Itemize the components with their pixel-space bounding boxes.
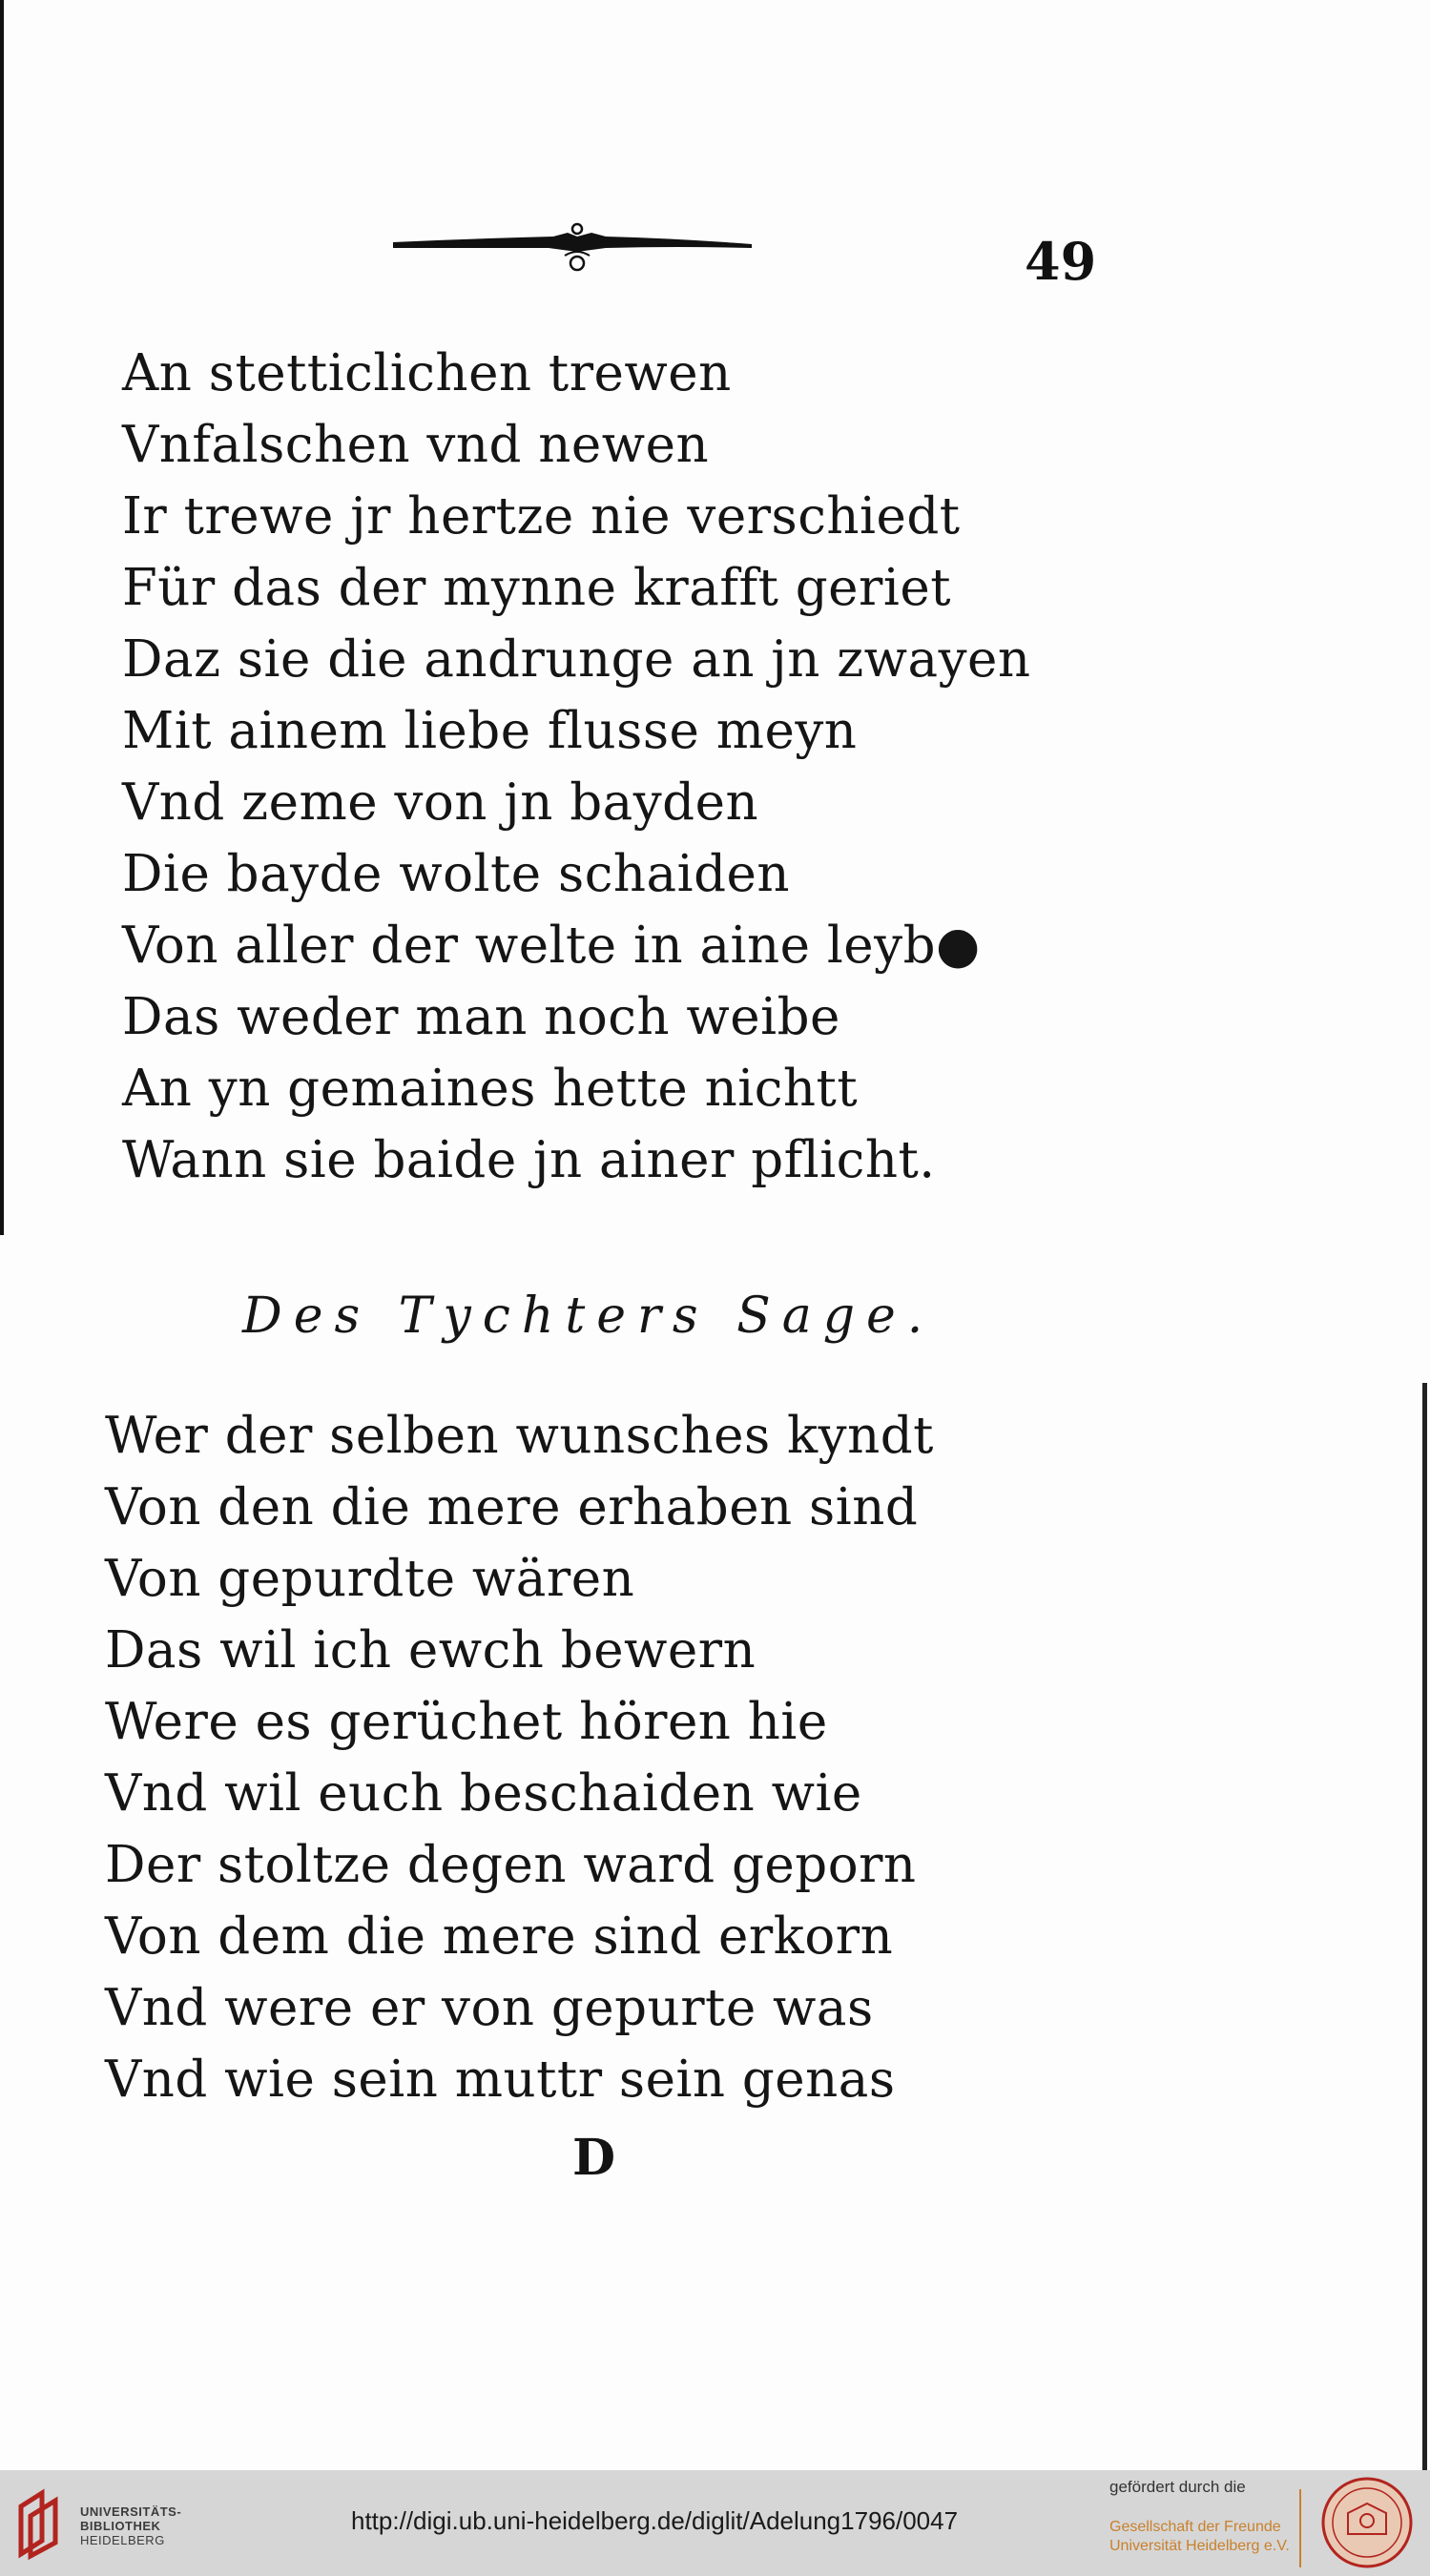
verse-line: Wer der selben wunsches kyndt: [105, 1407, 934, 1465]
verse-line: Vnd were er von gepurte was: [105, 1979, 874, 2037]
verse-line: Von gepurdte wären: [105, 1550, 635, 1608]
verse-line: Daz sie die andrunge an jn zwayen: [122, 630, 1031, 689]
verse-line: Vnd wil euch beschaiden wie: [105, 1764, 862, 1823]
verse-line: Die bayde wolte schaiden: [122, 845, 790, 903]
section-heading: Des Tychters Sage.: [242, 1288, 935, 1345]
verse-line: Das weder man noch weibe: [122, 988, 840, 1046]
viewer-footer: [0, 2470, 1430, 2576]
page-edge-left: [0, 0, 4, 1235]
verse-line: An stetticlichen trewen: [122, 344, 732, 402]
verse-line: Wann sie baide jn ainer pflicht.: [122, 1131, 936, 1189]
library-name: UNIVERSITÄTS- BIBLIOTHEK HEIDELBERG: [80, 2504, 182, 2547]
verse-line: Vnd wie sein muttr sein genas: [105, 2050, 896, 2109]
library-logo-icon: [13, 2487, 69, 2560]
verse-line: Vnd zeme von jn bayden: [122, 773, 759, 832]
verse-line: Von dem die mere sind erkorn: [105, 1907, 894, 1966]
stanza-2: [105, 1400, 934, 2115]
verse-line: An yn gemaines hette nichtt: [122, 1060, 859, 1118]
verse-line: Were es gerüchet hören hie: [105, 1693, 828, 1751]
verse-line: Das wil ich ewch bewern: [105, 1621, 756, 1680]
verse-line: Vnfalschen vnd newen: [122, 416, 710, 474]
funded-by-label: gefördert durch die: [1109, 2478, 1246, 2496]
footer-divider: [1299, 2489, 1301, 2567]
verse-line: Von aller der welte in aine leyb●: [122, 917, 981, 975]
permalink-url[interactable]: http://digi.ub.uni-heidelberg.de/diglit/Adelung1796/0047: [351, 2506, 959, 2535]
society-name: Gesellschaft der Freunde Universität Heidelberg e.V.: [1109, 2519, 1290, 2554]
page-edge-right: [1422, 1383, 1427, 2470]
verse-line: Für das der mynne krafft geriet: [122, 559, 951, 617]
page-number: 49: [1025, 231, 1097, 292]
stanza-1: [122, 338, 1031, 1196]
verse-line: Mit ainem liebe flusse meyn: [122, 702, 858, 760]
signature-mark: D: [572, 2129, 616, 2187]
verse-line: Ir trewe jr hertze nie verschiedt: [122, 487, 961, 546]
verse-line: Von den die mere erhaben sind: [105, 1478, 919, 1536]
university-seal-icon: [1319, 2475, 1415, 2570]
ornament-divider: [391, 219, 754, 277]
verse-line: Der stoltze degen ward geporn: [105, 1836, 917, 1894]
